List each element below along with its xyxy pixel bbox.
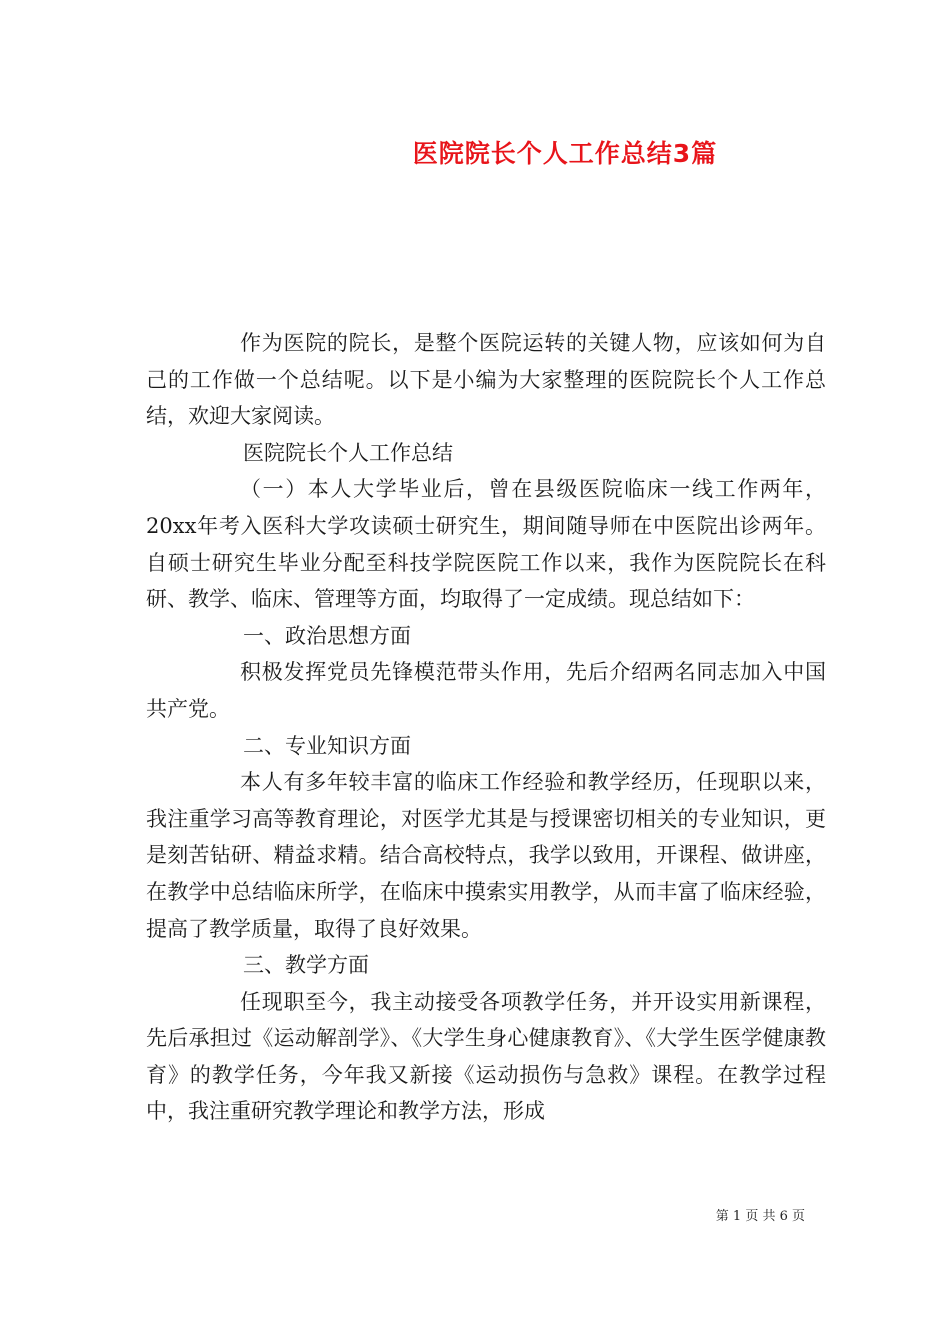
intro-paragraph: 作为医院的院长，是整个医院运转的关键人物，应该如何为自己的工作做一个总结呢。以下是小编为大家整理的医院院长个人工作总结，欢迎大家阅读。 <box>146 331 826 429</box>
section-heading-summary: 医院院长个人工作总结 <box>243 440 453 465</box>
section-heading-professional: 二、专业知识方面 <box>243 733 411 758</box>
section-heading-politics: 一、政治思想方面 <box>243 623 411 648</box>
document-body <box>146 325 826 1130</box>
paragraph-teaching: 任现职至今，我主动接受各项教学任务，并开设实用新课程，先后承担过《运动解剖学》、《大学生身心健康教育》、《大学生医学健康教育》的教学任务，今年我又新接《运动损伤与急救》课程。在教学过程中，我注重研究教学理论和教学方法，形成 <box>146 989 826 1124</box>
paragraph-professional: 本人有多年较丰富的临床工作经验和教学经历，任现职以来，我注重学习高等教育理论，对医学尤其是与授课密切相关的专业知识，更是刻苦钻研、精益求精。结合高校特点，我学以致用，开课程、做讲座，在教学中总结临床所学，在临床中摸索实用教学，从而丰富了临床经验，提高了教学质量，取得了良好效果。 <box>146 770 826 941</box>
page-number-footer: 第 1 页 共 6 页 <box>715 1209 805 1224</box>
section-heading-teaching: 三、教学方面 <box>243 953 369 978</box>
document-title: 医院院长个人工作总结3篇 <box>412 139 718 168</box>
paragraph-politics: 积极发挥党员先锋模范带头作用，先后介绍两名同志加入中国共产党。 <box>146 660 826 721</box>
paragraph-background: （一）本人大学毕业后，曾在县级医院临床一线工作两年，20xx年考入医科大学攻读硕士研究生，期间随导师在中医院出诊两年。自硕士研究生毕业分配至科技学院医院工作以来，我作为医院院长在科研、教学、临床、管理等方面，均取得了一定成绩。现总结如下： <box>146 477 826 612</box>
